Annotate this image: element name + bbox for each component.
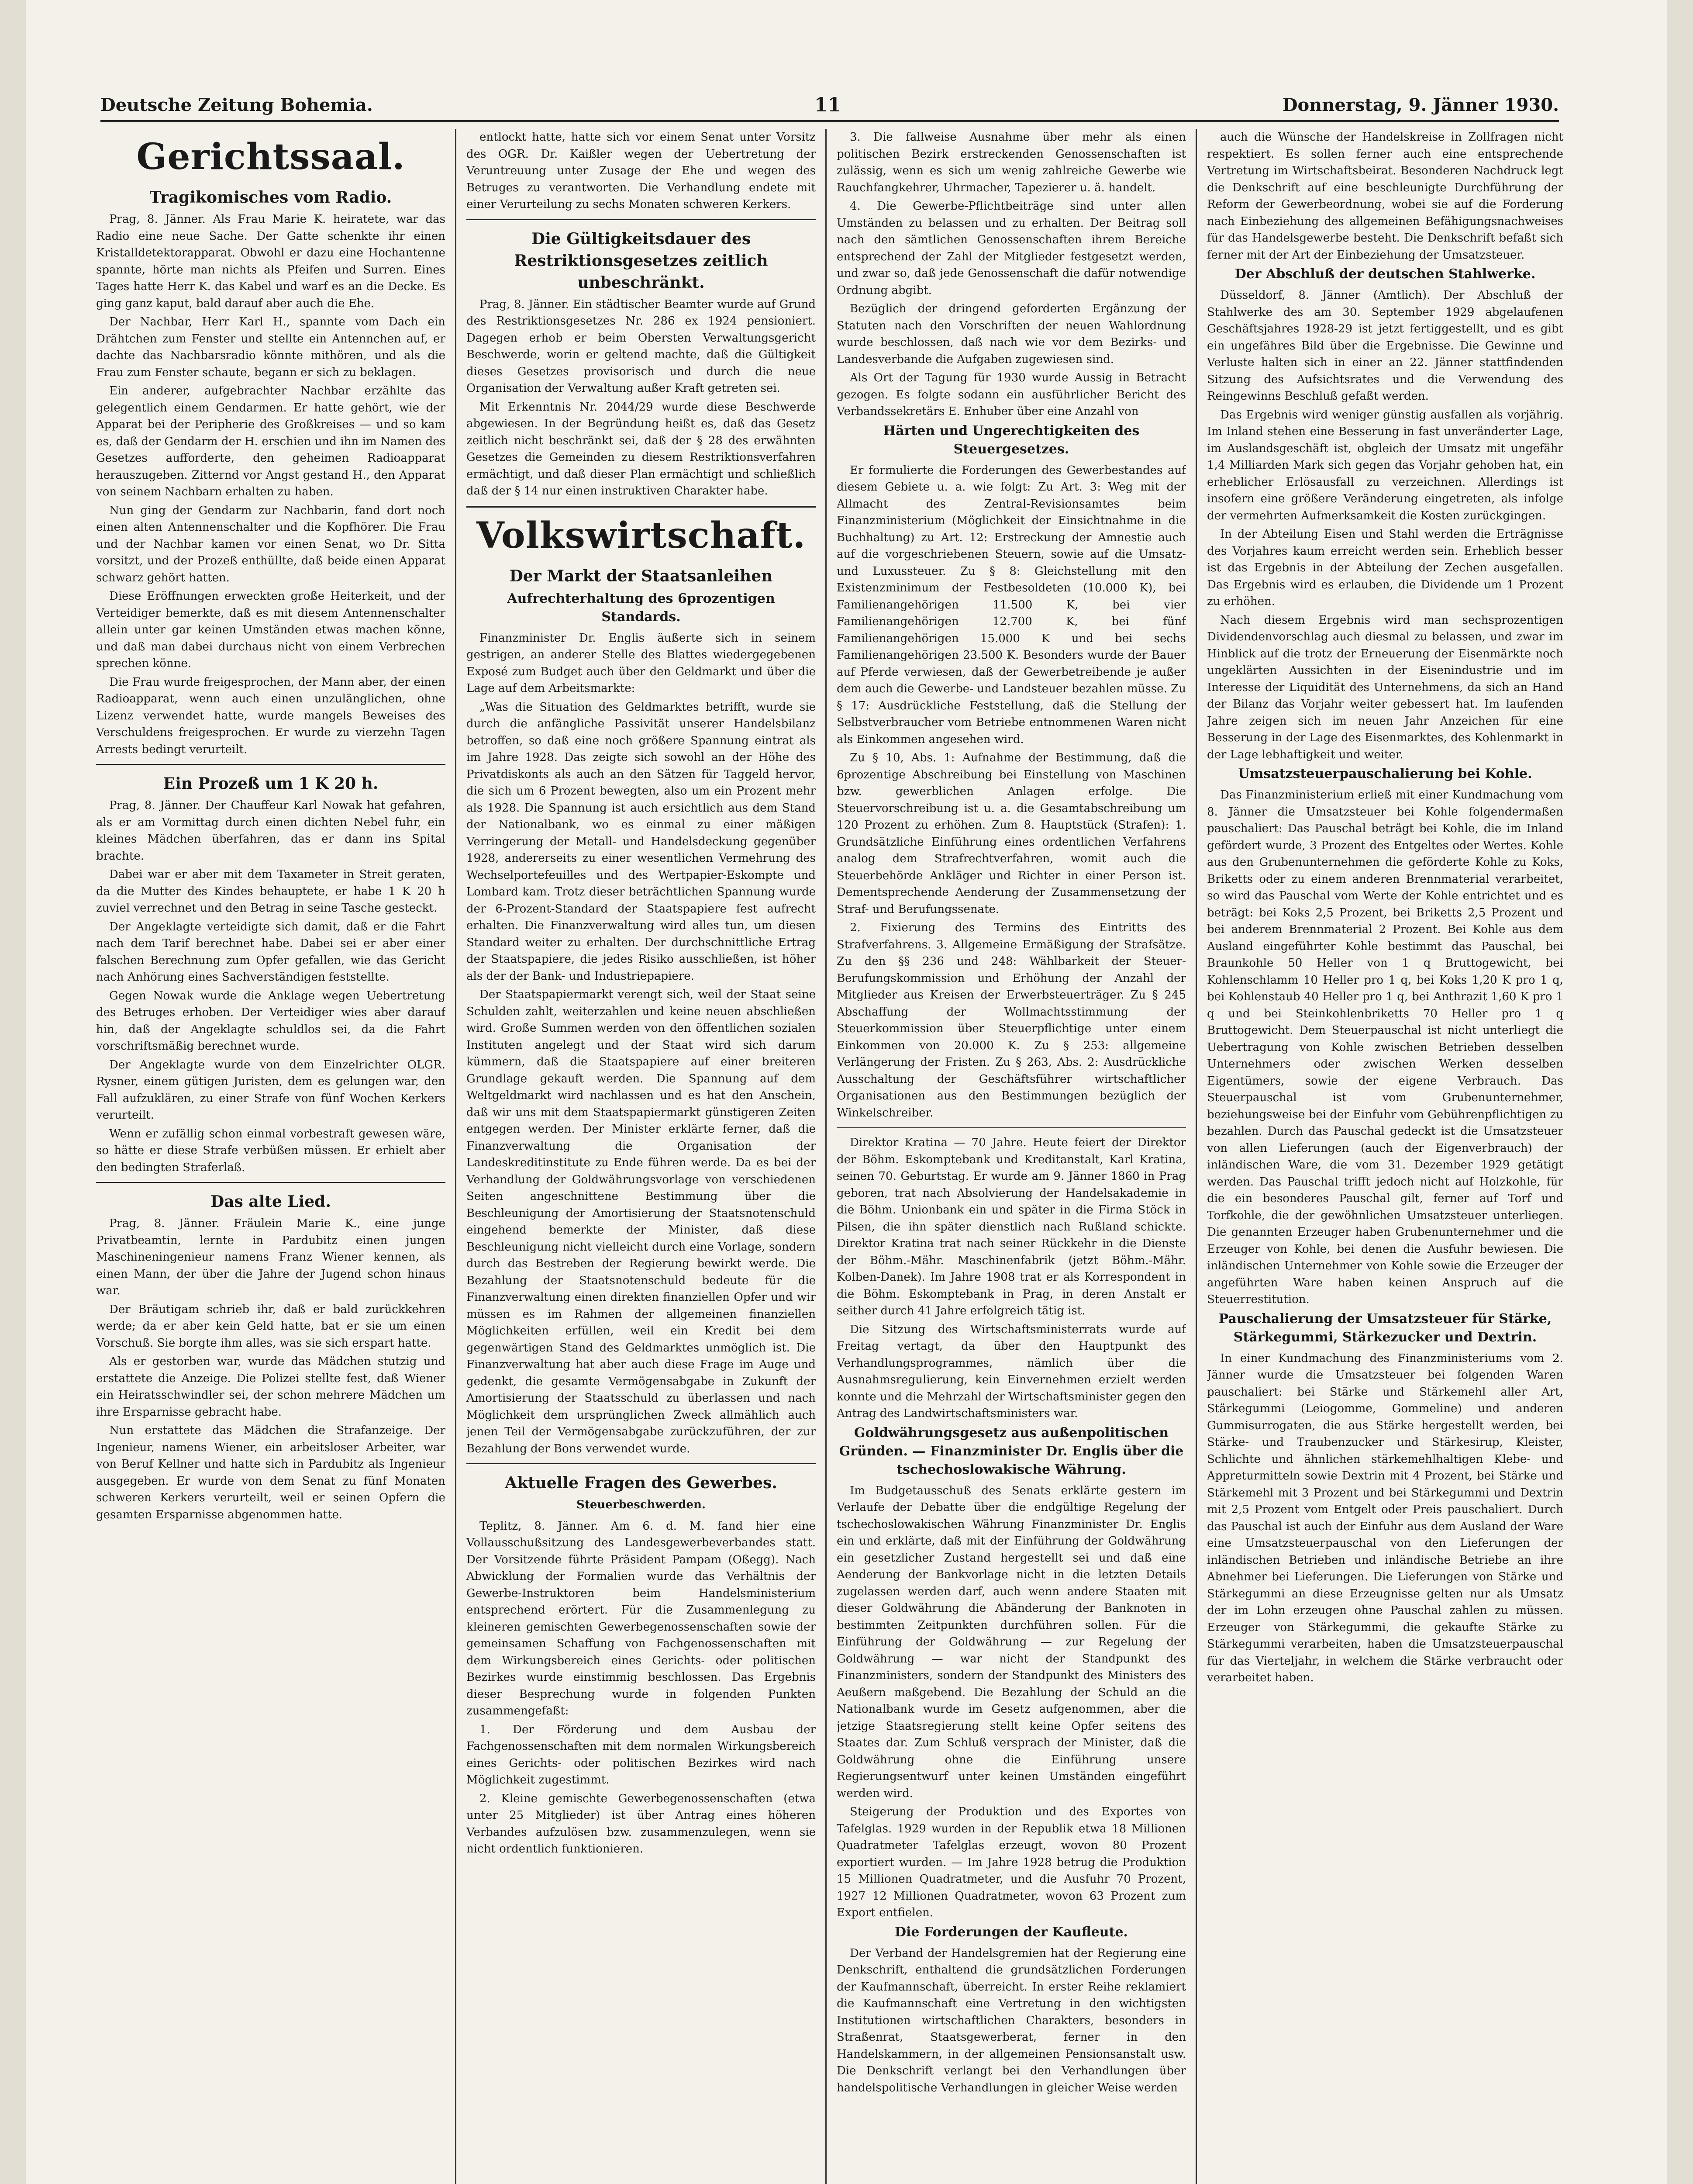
paragraph: auch die Wünsche der Handelskreise in Zollfragen nicht respektiert. Es sollen ferner auch eine entsprechende Vertretung im Wirtschaftsbeirat. Besonderen Nachdruck legt die Denkschrift auf eine beschleunigte Durchführung der Reform der Gewerbeordnung, wobei sie auf die Forderung nach Einbeziehung des allgemeinen Befähigungsnachweises für das Handelsgewerbe besteht. Die Denkschrift befaßt sich ferner mit der Art der Einbeziehung der Umsatzsteuer.	[1207, 131, 1563, 262]
paragraph: Düsseldorf, 8. Jänner (Amtlich). Der Abschluß der Stahlwerke des am 30. September 1929 abgelaufenen Geschäftsjahres 1928-29 ist jetzt fertiggestellt, und es gibt ein ungefähres Bild über die Ergebnisse. Die Gewinne und Verluste halten sich in einer an 22. Jänner stattfindenden Sitzung des Aufsichtsrates und die Verwendung des Reingewinns Beschluß gefaßt werden.	[1207, 289, 1563, 403]
paragraph: Wenn er zufällig schon einmal vorbestraft gewesen wäre, so hätte er diese Strafe verbüßen müssen. Er erhielt aber den bedingten Straferlaß.	[96, 1127, 445, 1174]
article-body	[837, 1945, 1186, 2097]
paragraph: Der Verband der Handelsgremien hat der Regierung eine Denkschrift, enthaltend die grundsätzlichen Forderungen der Kaufmannschaft, überreicht. In erster Reihe reklamiert die Kaufmannschaft eine Vertretung in den wichtigsten Institutionen wirtschaftlichen Charakters, besonders in Straßenrat, Staatsgewerberat, ferner in den Handelskammern, in der allgemeinen Pensionsanstalt usw. Die Denkschrift verlangt bei den Verhandlungen über handelspolitische Verhandlungen in gleicher Weise werden	[837, 1946, 1186, 2094]
paragraph: Direktor Kratina — 70 Jahre. Heute feiert der Direktor der Böhm. Eskomptebank und Kreditanstalt, Karl Kratina, seinen 70. Geburtstag. Er wurde am 9. Jänner 1860 in Prag geboren, trat nach Absolvierung der Handelsakademie in die Böhm. Unionbank ein und später in die Firma Stöck in Pilsen, die ihn später dienstlich nach Rußland schickte. Direktor Kratina trat nach seiner Rückkehr in die Dienste der Böhm.-Mähr. Maschinenfabrik (jetzt Böhm.-Mähr. Kolben-Danek). Im Jahre 1908 trat er als Korrespondent in die Böhm. Eskomptebank in Prag, in deren Anstalt er seither durch 41 Jahre erfolgreich tätig ist.	[837, 1136, 1186, 1317]
divider	[466, 1463, 816, 1464]
paragraph: Zu § 10, Abs. 1: Aufnahme der Bestimmung, daß die 6prozentige Abschreibung bei Einstellung von Maschinen bzw. gewerblichen Anlagen erfolge. Die Steuervorschreibung ist u. a. die Gesamtabschreibung um 120 Prozent zu erhöhen. Zum 8. Hauptstück (Strafen): 1. Grundsätzliche Einführung eines ordentlichen Verfahrens analog dem Strafrechtverfahren, womit auch die Steuerbehörde Ankläger und Richter in einer Person ist. Dementsprechende Aenderung der Zusammensetzung der Straf- und Berufungssenate.	[837, 751, 1186, 916]
paragraph: entlockt hatte, hatte sich vor einem Senat unter Vorsitz des OGR. Dr. Kaißler wegen der Uebertretung der Veruntreuung unter Zusage der Ehe und wegen des Betruges zu verantworten. Die Verhandlung endete mit einer Verurteilung zu sechs Monaten schweren Kerkers.	[466, 131, 816, 211]
paragraph: Prag, 8. Jänner. Fräulein Marie K., eine junge Privatbeamtin, lernte in Pardubitz einen jungen Maschineningenieur namens Franz Wiener kennen, als einen Mann, der über die Jahre der Jugend schon hinaus war.	[96, 1217, 445, 1297]
paragraph: Der Angeklagte verteidigte sich damit, daß er die Fahrt nach dem Tarif berechnet habe. Dabei sei er aber einer falschen Berechnung zum Opfer gefallen, wie das Gericht nach Anhörung eines Sachverständigen feststellte.	[96, 920, 445, 984]
article-title: Tragikomisches vom Radio.	[149, 188, 392, 207]
article-title: Aktuelle Fragen des Gewerbes.	[505, 1474, 777, 1492]
paragraph: Er formulierte die Forderungen des Gewerbestandes auf diesem Gebiete u. a. wie folgt: Zu Art. 3: Weg mit der Allmacht des Zentral-Revisionsamtes beim Finanzministerium (Möglichkeit der Einsichtnahme in die Buchhaltung) zu Art. 12: Erstreckung der Amnestie auch auf die vorgeschriebenen Steuern, sowie auf die Umsatz- und Luxussteuer. Zu § 8: Gleichstellung mit den Existenzminimum der Festbesoldeten (10.000 K), bei Familienangehörigen 11.500 K, bei vier Familienangehörigen 12.700 K, bei fünf Familienangehörigen 15.000 K und bei sechs Familienangehörigen 23.500 K. Besonders wurde der Bauer auf Pferde verwiesen, daß der Gewerbetreibende je außer dem auch die Gewerbe- und Landsteuer bezahlen müsse. Zu § 17: Ausdrückliche Feststellung, daß die Stellung der Selbstverbraucher vom Betriebe entnommenen Waren nicht als Einkommen angesehen wird.	[837, 463, 1186, 746]
paragraph: Prag, 8. Jänner. Ein städtischer Beamter wurde auf Grund des Restriktionsgesetzes Nr. 286 ex 1924 pensioniert. Dagegen erhob er beim Obersten Verwaltungsgericht Beschwerde, worin er geltend machte, daß die Gültigkeit dieses Gesetzes provisorisch und durch die neue Organisation der Verwaltung außer Kraft getreten sei.	[466, 297, 816, 395]
article-body	[1207, 129, 1563, 263]
paragraph: Mit Erkenntnis Nr. 2044/29 wurde diese Beschwerde abgewiesen. In der Begründung heißt es, daß das Gesetz zeitlich nicht beschränkt sei, daß der § 28 des erwähnten Gesetzes die Gemeinden zu diesem Restriktionsverfahren ermächtigt, und daß dieser Plan ermächtigt und schließlich daß der § 14 nur einen instruktiven Charakter habe.	[466, 400, 816, 498]
columns	[96, 129, 1563, 2184]
article-body	[466, 1518, 816, 1858]
article-title: Härten und Ungerechtigkeiten des Steuergesetzes.	[883, 423, 1140, 457]
newspaper-name: Deutsche Zeitung Bohemia.	[100, 94, 373, 115]
article-subtitle: Aufrechterhaltung des 6prozentigen Standards.	[507, 591, 775, 625]
divider	[466, 506, 816, 508]
column-rule	[455, 129, 456, 2184]
paragraph: In einer Kundmachung des Finanzministeriums vom 2. Jänner wurde die Umsatzsteuer bei folgenden Waren pauschaliert: bei Stärke und Stärkemehl aller Art, Stärkegummi (Leiogomme, Gommeline) und anderen Gummisurrogaten, die aus Stärke hergestellt werden, bei Stärke- und Traubenzucker und Stärkesirup, Kleister, Schlichte und ähnlichen stärkemehlhaltigen Klebe- und Appreturmitteln sowie Dextrin mit 4 Prozent, bei Stärke und Stärkemehl mit 3 Prozent und bei Stärkegummi und Dextrin mit 2,5 Prozent vom Entgelt oder Preis pauschaliert. Durch das Pauschal ist auch der Einfuhr aus dem Ausland der Ware eine Umsatzsteuerpauschal von den Lieferungen der inländischen Betrieben und inländische Betriebe an ihre Abnehmer bei Lieferungen. Die Lieferungen von Stärke und Stärkegummi an diese Erzeugnisse gelten nur als Umsatz der im Lohn erzeugen ohne Pauschal zahlen zu müssen. Erzeuger von Stärkegummi, die gekaufte Stärke zu Stärkegummi verarbeiten, haben die Umsatzsteuerpauschal für das Vierteljahr, in welchem die Stärke verbraucht oder verarbeitet haben.	[1207, 1351, 1563, 1684]
article-body	[96, 1215, 445, 1523]
column-1	[96, 129, 445, 2184]
paragraph: Nach diesem Ergebnis wird man sechsprozentigen Dividendenvorschlag auch diesmal zu belassen, und zwar im Hinblick auf die trotz der Erneuerung der Eisenmärkte noch ungeklärten Aussichten in der Eisenindustrie und im Interesse der Liquidität des Unternehmens, da sich an Hand der Bilanz das Vorjahr weiter gebessert hat. Im laufenden Jahre zeigen sich im neuen Jahr Anzeichen für eine Besserung in der Lage des Eisenmarktes, des Kohlenmarkt in der Lage lebhaftigkeit und weiter.	[1207, 613, 1563, 761]
column-rule	[825, 129, 827, 2184]
page-number: 11	[814, 93, 841, 116]
article-body	[96, 797, 445, 1176]
article-title: Goldwährungsgesetz aus außenpolitischen Gründen. — Finanzminister Dr. Englis über die tschechoslowakische Währung.	[839, 1425, 1184, 1477]
paragraph: Gegen Nowak wurde die Anklage wegen Uebertretung des Betruges erhoben. Der Verteidiger wies aber darauf hin, daß der Angeklagte schuldlos sei, da die Fahrt vorschriftsmäßig berechnet wurde.	[96, 989, 445, 1053]
page-header	[100, 90, 1559, 122]
paragraph: Im Budgetausschuß des Senats erklärte gestern im Verlaufe der Debatte über die endgültige Regelung der tschechoslowakischen Währung Finanzminister Dr. Englis ein und erklärte, daß mit der Einführung der Goldwährung ein gesetzlicher Zustand hergestellt sei und daß eine Aenderung der Bankvorlage nicht in die letzten Details zugelassen werden darf, auch wenn andere Staaten mit dieser Goldwährung die Abänderung der Banknoten in bestimmten Zeitpunkten durchführen sollen. Für die Einführung der Goldwährung — zur Regelung der Goldwährung — war nicht der Standpunkt des Finanzministers, sondern der Standpunkt des Ministers des Aeußern maßgebend. Die Bezahlung der Schuld an die Nationalbank wurde im Gesetz aufgenommen, aber die jetzige Staatsregierung stellt keine Opfer seitens des Staates dar. Zum Schluß versprach der Minister, daß die Goldwährung ohne die Einführung unsere Regierungsentwurf unter keinen Umständen eingeführt werden wird.	[837, 1484, 1186, 1800]
issue-date: Donnerstag, 9. Jänner 1930.	[1282, 94, 1559, 115]
paragraph: „Was die Situation des Geldmarktes betrifft, wurde sie durch die anfängliche Passivität unserer Handelsbilanz betroffen, so daß eine noch größere Spannung eintrat als im Jahre 1928. Das zeigte sich sowohl an der Höhe des Privatdiskonts als auch an den Sätzen für Taggeld hervor, die sich um 6 Prozent bewegten, also um ein Prozent mehr als 1928. Die Spannung ist auch ersichtlich aus dem Stand der Nationalbank, wo es einmal zu einer mäßigen Verringerung der Metall- und Handelsdeckung gegenüber 1928, andererseits zu einer wesentlichen Vermehrung des Wechselportefeuilles und des Wertpapier-Eskompte und Lombard kam. Trotz dieser beträchtlichen Spannung wurde der 6-Prozent-Standard der Staatspapiere fest aufrecht erhalten. Die Finanzverwaltung wird alles tun, um diesen Standard weiter zu erhalten. Der durchschnittliche Ertrag der Staatspapiere, die jedes Risiko ausschließen, ist höher als der der Bank- und Industriepapiere.	[466, 700, 816, 983]
article-title: Der Abschluß der deutschen Stahlwerke.	[1234, 266, 1536, 282]
article-body	[1207, 787, 1563, 1308]
article-body	[837, 462, 1186, 1122]
paragraph: Nun ging der Gendarm zur Nachbarin, fand dort noch einen alten Antennenschalter und die Kopfhörer. Die Frau und der Nachbar kamen vor einen Senat, wo Dr. Sitta vorsitzt, und der Prozeß enthüllte, daß beide einen Apparat schwarz gehört hatten.	[96, 504, 445, 584]
article-title: Pauschalierung der Umsatzsteuer für Stärke, Stärkegummi, Stärkezucker und Dextrin.	[1218, 1311, 1552, 1345]
paragraph: 2. Kleine gemischte Gewerbegenossenschaften (etwa unter 25 Mitglieder) ist über Antrag eines höheren Verbandes aufzulösen bzw. zusammenzulegen, wenn sie nicht ordentlich funktionieren.	[466, 1792, 816, 1856]
article-body	[466, 296, 816, 500]
article-title: Umsatzsteuerpauschalierung bei Kohle.	[1238, 766, 1532, 781]
paragraph: Der Staatspapiermarkt verengt sich, weil der Staat seine Schulden zahlt, weiterzahlen und keine neuen abschließen wird. Große Summen werden von den öffentlichen sozialen Instituten angelegt und der Staat wird sich darum kümmern, daß die Staatspapiere auf einer breiteren Grundlage gekauft werden. Die Spannung auf dem Weltgeldmarkt wird nachlassen und es hat den Anschein, daß wir uns mit dem Staatspapiermarkt günstigeren Zeiten entgegen werden. Der Minister erklärte ferner, daß die Finanzverwaltung die Organisation der Landeskreditinstitute zu Ende führen werde. Da es bei der Verhandlung der Goldwährungsvorlage von verschiedenen Seiten angeschnittene Bestimmung über die Beschleunigung der Amortisierung der Staatsnotenschuld eingehend bemerkte der Minister, daß diese Beschleunigung nicht vielleicht durch eine Vorlage, sondern durch das Bestreben der Regierung bewirkt werde. Die Bezahlung der Staatsnotenschuld bedeute für die Finanzverwaltung einen direkten finanziellen Opfer und wir müssen es im Rahmen der allgemeinen finanziellen Möglichkeiten erfüllen, weil ein Kredit bei dem gegenwärtigen Stand des Geldmarktes unmöglich ist. Die Finanzverwaltung hat aber auch diese Frage im Auge und gedenkt, die gesamte Vermögensabgabe in Zukunft der Amortisierung der Staatsschuld zu überlassen und nach Möglichkeit dem ursprünglichen Zweck allmählich auch jenen Teil der Vermögensabgabe zurückzuführen, der zur Bezahlung der Bons verwendet wurde.	[466, 988, 816, 1455]
article-title: Das alte Lied.	[210, 1192, 331, 1211]
article-body	[466, 129, 816, 213]
article-body	[466, 630, 816, 1458]
article-body	[1207, 1350, 1563, 1686]
article-title: Ein Prozeß um 1 K 20 h.	[163, 774, 379, 793]
left-page-edge	[0, 0, 26, 2184]
divider	[96, 764, 445, 765]
paragraph: 3. Die fallweise Ausnahme über mehr als einen politischen Bezirk erstreckenden Genossenschaften ist zulässig, wenn es sich um wenig zahlreiche Gewerbe wie Rauchfangkehrer, Uhrmacher, Tapezierer u. ä. handelt.	[837, 131, 1186, 194]
paragraph: Ein anderer, aufgebrachter Nachbar erzählte das gelegentlich einem Gendarmen. Er hatte gehört, wie der Apparat bei der Peripherie des Großkreises — und so kam es, daß der Gendarm der H. erschien und ihn im Namen des Gesetzes aufforderte, den geheimen Radioapparat herauszugeben. Zitternd vor Angst gestand H., den Apparat von seinem Nachbarn erhalten zu haben.	[96, 384, 445, 498]
column-2	[466, 129, 816, 2184]
paragraph: Dabei war er aber mit dem Taxameter in Streit geraten, da die Mutter des Kindes behauptete, er habe 1 K 20 h zuviel verrechnet und den Betrag in seine Tasche gesteckt.	[96, 868, 445, 915]
article-body	[96, 211, 445, 758]
paragraph: 1. Der Förderung und dem Ausbau der Fachgenossenschaften mit dem normalen Wirkungsbereich eines Gerichts- oder politischen Bezirkes wird nach Möglichkeit zugestimmt.	[466, 1723, 816, 1787]
paragraph: Steigerung der Produktion und des Exportes von Tafelglas. 1929 wurden in der Republik etwa 18 Millionen Quadratmeter Tafelglas erzeugt, wovon 80 Prozent exportiert wurden. — Im Jahre 1928 betrug die Produktion 15 Millionen Quadratmeter, und die Ausfuhr 70 Prozent, 1927 12 Millionen Quadratmeter, wovon 63 Prozent zum Export entfielen.	[837, 1805, 1186, 1919]
paragraph: Nun erstattete das Mädchen die Strafanzeige. Der Ingenieur, namens Wiener, ein arbeitsloser Arbeiter, war von Beruf Kellner und hatte sich in Pardubitz als Ingenieur ausgegeben. Er wurde von dem Senat zu fünf Monaten schweren Kerkers verurteilt, weil er seinen Opfern die gesamten Ersparnisse abgenommen hatte.	[96, 1424, 445, 1521]
article-body	[837, 1482, 1186, 1921]
paragraph: Der Bräutigam schrieb ihr, daß er bald zurückkehren werde; da er aber kein Geld hatte, bat er sie um einen Vorschuß. Sie borgte ihm alles, was sie sich erspart hatte.	[96, 1303, 445, 1350]
divider	[466, 219, 816, 220]
paragraph: Der Angeklagte wurde von dem Einzelrichter OLGR. Rysner, einem gütigen Juristen, dem es gelungen war, den Fall aufzuklären, zu einer Strafe von fünf Wochen Kerkers verurteilt.	[96, 1058, 445, 1122]
paragraph: Teplitz, 8. Jänner. Am 6. d. M. fand hier eine Vollausschußsitzung des Landesgewerbeverbandes statt. Der Vorsitzende führte Präsident Pampam (Oßegg). Nach Abwicklung der Formalien wurde das Verhältnis der Gewerbe-Instruktoren beim Handelsministerium entsprechend erörtert. Für die Zusammenlegung zu kleineren gemischten Gewerbegenossenschaften sowie der gemeinsamen Schaffung von Fachgenossenschaften mit dem Wirkungsbereich eines Gerichts- oder politischen Bezirkes wurde einstimmig beschlossen. Das Ergebnis dieser Besprechung wurde in folgenden Punkten zusammengefaßt:	[466, 1519, 816, 1717]
article-body	[1207, 287, 1563, 763]
paragraph: Diese Eröffnungen erweckten große Heiterkeit, und der Verteidiger bemerkte, daß es mit diesem Antennenschalter allein unter gar keinen Umständen etwas machen könne, und daß man dabei durchaus nicht von einem Verbrechen sprechen könne.	[96, 590, 445, 670]
divider	[96, 1182, 445, 1183]
paragraph: Prag, 8. Jänner. Der Chauffeur Karl Nowak hat gefahren, als er am Vormittag durch einen dichten Nebel fuhr, ein kleines Mädchen überfahren, das er dann ins Spital brachte.	[96, 799, 445, 863]
article-title: Der Markt der Staatsanleihen	[509, 567, 773, 585]
paragraph: 4. Die Gewerbe-Pflichtbeiträge sind unter allen Umständen zu belassen und zu erhalten. Der Beitrag soll nach den sämtlichen Genossenschaften ihrem Bereiche entsprechend der Zahl der Mitglieder festgesetzt werden, und zwar so, daß jede Genossenschaft die dafür notwendige Ordnung abgibt.	[837, 200, 1186, 297]
paragraph: Als Ort der Tagung für 1930 wurde Aussig in Betracht gezogen. Es folgte sodann ein ausführlicher Bericht des Verbandssekretärs E. Enhuber über eine Anzahl von	[837, 371, 1186, 418]
paragraph: Prag, 8. Jänner. Als Frau Marie K. heiratete, war das Radio eine neue Sache. Der Gatte schenkte ihr einen Kristalldetektorapparat. Obwohl er dazu eine Hochantenne spannte, hörte man nichts als Pfeifen und Surren. Eines Tages hatte Herr K. das Kabel und warf es an die Decke. Es ging ganz kaput, bald darauf aber auch die Ehe.	[96, 213, 445, 310]
notices	[837, 1134, 1186, 1422]
section-title-volkswirtschaft: Volkswirtschaft.	[476, 514, 806, 556]
paragraph: Finanzminister Dr. Englis äußerte sich in seinem gestrigen, an anderer Stelle des Blattes wiedergegebenen Exposé zum Budget auch über den Geldmarkt und über die Lage auf dem Arbeitsmarkte:	[466, 631, 816, 695]
paragraph: Die Frau wurde freigesprochen, der Mann aber, der einen Radioapparat, wenn auch einen unzulänglichen, ohne Lizenz verwendet hatte, wurde mangels Beweises des Verschuldens freigesprochen. Er wurde zu vierzehn Tagen Arrests bedingt verurteilt.	[96, 675, 445, 756]
paragraph: Als er gestorben war, wurde das Mädchen stutzig und erstattete die Anzeige. Die Polizei stellte fest, daß Wiener ein Heiratsschwindler sei, der schon mehrere Mädchen um ihre Ersparnisse gebracht habe.	[96, 1355, 445, 1419]
paragraph: Der Nachbar, Herr Karl H., spannte vom Dach ein Drähtchen zum Fenster und stellte ein Antennchen auf, er dachte das Nachbarsradio könnte mithören, und als die Frau zum Fenster schaute, begann er sich zu beklagen.	[96, 315, 445, 379]
column-4	[1207, 129, 1563, 2184]
right-page-edge	[1667, 0, 1693, 2184]
paragraph: Das Finanzministerium erließ mit einer Kundmachung vom 8. Jänner die Umsatzsteuer bei Kohle folgendermaßen pauschaliert: Das Pauschal beträgt bei Kohle, die im Inland gefördert wurde, 3 Prozent des Entgeltes oder Wertes. Kohle aus den Grubenunternehmen die geförderte Kohle zu Koks, Briketts oder zu einem anderen Brennmaterial verarbeitet, so wird das Pauschal vom Werte der Kohle entrichtet und es beträgt: bei Koks 2,5 Prozent, bei Briketts 2,5 Prozent und bei anderem Brennmaterial 2 Prozent. Bei Kohle aus dem Ausland eingeführter Kohle bestimmt das Pauschal, bei Braunkohle 50 Heller von 1 q Bruttogewicht, bei Kohlenschlamm 10 Heller pro 1 q, bei Koks 1,20 K pro 1 q, bei Kohlenstaub 40 Heller pro 1 q, bei Anthrazit 1,60 K pro 1 q und bei Steinkohlenbriketts 70 Heller pro 1 q Bruttogewicht. Dem Steuerpauschal ist nicht unterliegt die Uebertragung von Kohle zwischen Betrieben desselben Unternehmers oder zwischen Werken desselben Eigentümers, sowie der eigene Verbrauch. Das Steuerpauschal ist vom Grubenunternehmer, beziehungsweise bei der Einfuhr vom Gebührenpflichtigen zu bezahlen. Durch das Pauschal gedeckt ist die Umsatzsteuer von allen Lieferungen (auch der Eigenverbrauch) der inländischen Ware, die vom 31. Dezember 1929 getätigt werden. Das Pauschal trifft jedoch nicht auf Holzkohle, für die ein besonderes Pauschal gilt, ferner auf Torf und Torfkohle, die der gewöhnlichen Umsatzsteuer unterliegen. Die genannten Erzeuger haben Grubenunternehmer und die Erzeuger von Kohle, bei denen die Ausfuhr bewiesen. Die inländischen Unternehmer von Kohle sowie die Erzeuger der angeführten Ware haben keinen Anspruch auf die Steuerrestitution.	[1207, 788, 1563, 1306]
paragraph: In der Abteilung Eisen und Stahl werden die Erträgnisse des Vorjahres kaum erreicht werden sein. Erheblich besser ist das Ergebnis in der Abteilung der Zechen ausgefallen. Das Ergebnis wird es erlauben, die Dividende um 1 Prozent zu erhöhen.	[1207, 528, 1563, 608]
paragraph: Bezüglich der dringend geforderten Ergänzung der Statuten nach den Vorschriften der neuen Wahlordnung wurde beschlossen, daß nach wie vor dem Bezirks- und Landesverbande die Aufgaben zugewiesen sind.	[837, 302, 1186, 366]
column-3	[837, 129, 1186, 2184]
paragraph: Die Sitzung des Wirtschaftsministerrats wurde auf Freitag vertagt, da über den Hauptpunkt des Verhandlungsprogrammes, nämlich über die Ausnahmsregulierung, kein Einvernehmen erzielt werden konnte und die Mehrzahl der Wirtschaftsminister gegen den Antrag des Landwirtschaftsministers war.	[837, 1323, 1186, 1420]
article-body	[837, 129, 1186, 420]
divider	[837, 1127, 1186, 1128]
paragraph: 2. Fixierung des Termins des Eintritts des Strafverfahrens. 3. Allgemeine Ermäßigung der Strafsätze. Zu den §§ 236 und 248: Wählbarkeit der Steuer-Berufungskommission und Erhöhung der Anzahl der Mitglieder aus Kreisen der Erwerbsteuerträger. Zu § 245 Abschaffung der Wollmachtsstimmung der Steuerkommission über Steuerpflichtige unter einem Einkommen von 20.000 K. Zu § 253: allgemeine Verlängerung der Fristen. Zu § 263, Abs. 2: Ausdrückliche Ausschaltung der Geschäftsführer wirtschaftlicher Organisationen aus den Bestimmungen bezüglich der Winkelschreiber.	[837, 921, 1186, 1120]
column-rule	[1196, 129, 1197, 2184]
article-subtitle: Steuerbeschwerden.	[576, 1498, 706, 1511]
paragraph: Das Ergebnis wird weniger günstig ausfallen als vorjährig. Im Inland stehen eine Besserung in fast unveränderter Lage, im Auslandsgeschäft ist, obgleich der Umsatz mit ungefähr 1,4 Milliarden Mark sich gegen das Vorjahr gehoben hat, ein erheblicher Erlösausfall zu verzeichnen. Allerdings ist insofern eine größere Veränderung eingetreten, als infolge der vermehrten Aufmerksamkeit die Kosten zurückgingen.	[1207, 408, 1563, 522]
article-title: Die Forderungen der Kaufleute.	[895, 1924, 1128, 1940]
article-title: Die Gültigkeitsdauer des Restriktionsgesetzes zeitlich unbeschränkt.	[514, 229, 768, 292]
section-title-gerichtssaal: Gerichtssaal.	[136, 136, 405, 178]
